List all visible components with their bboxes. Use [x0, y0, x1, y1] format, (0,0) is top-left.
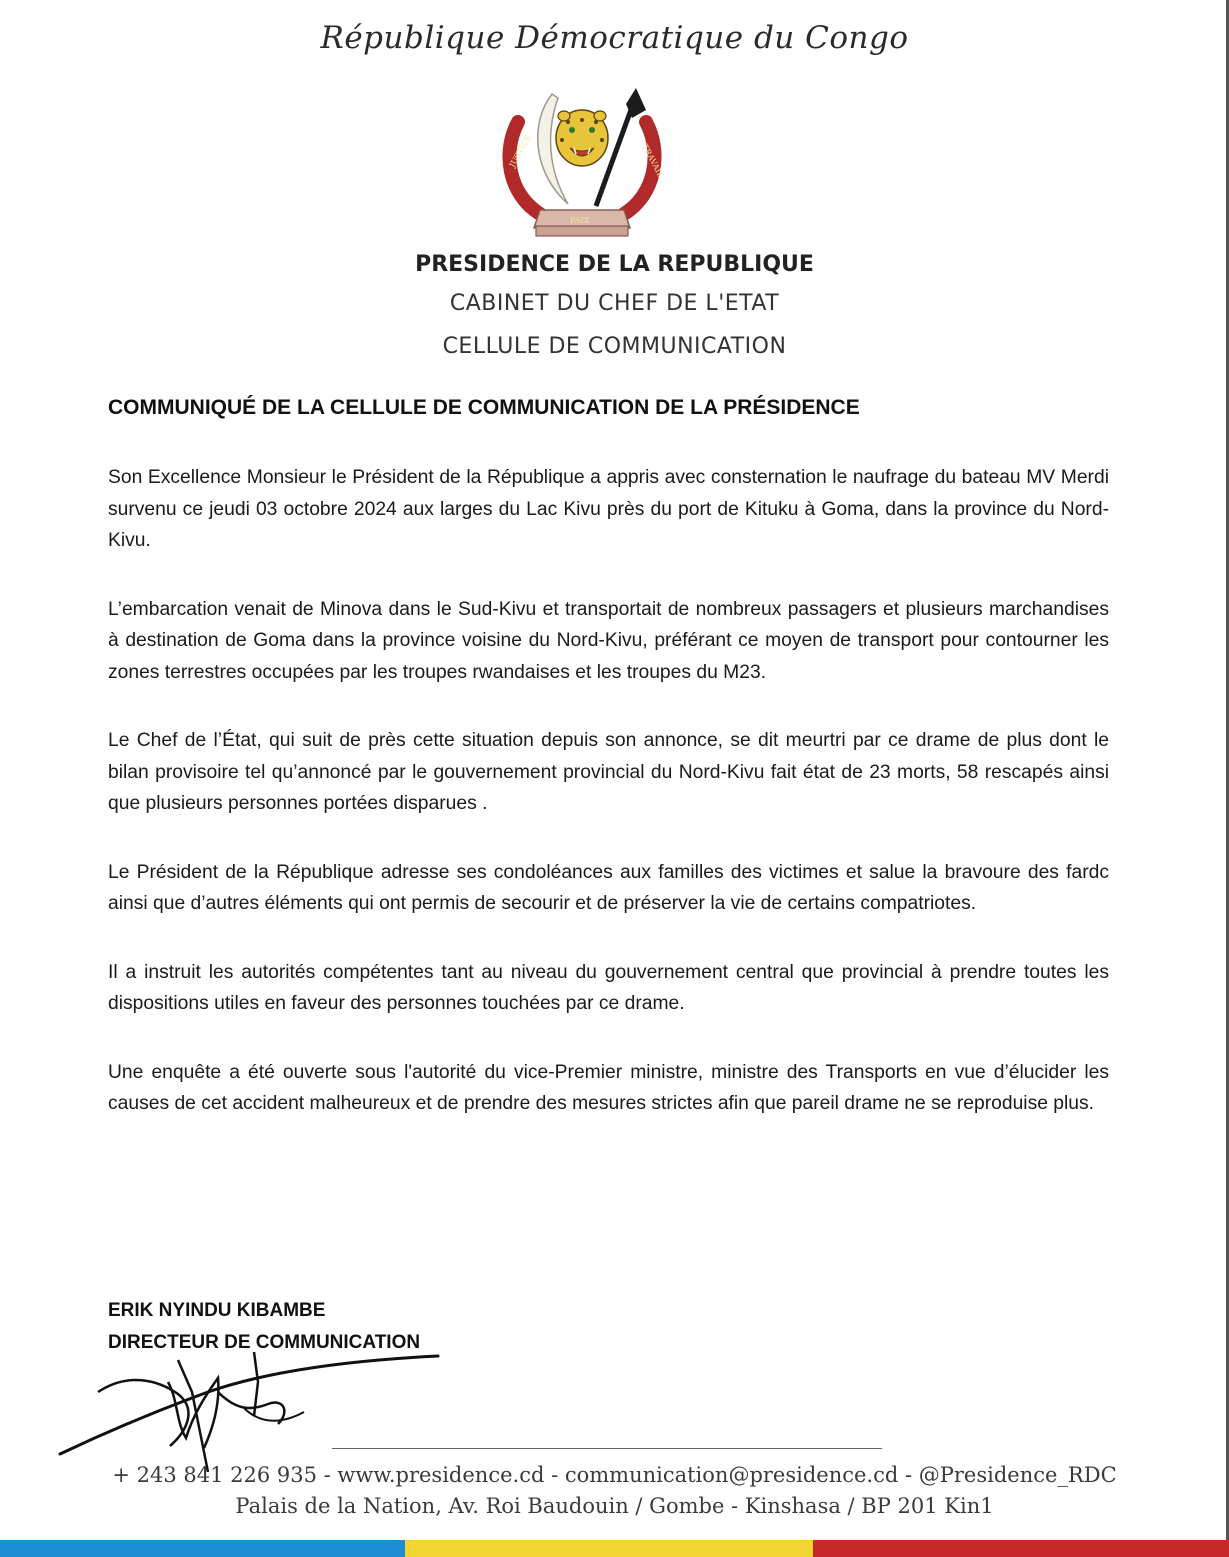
institution-heading: PRESIDENCE DE LA REPUBLIQUE [415, 252, 814, 277]
paragraph: Il a instruit les autorités compétentes tant au niveau du gouvernement central que provincial à prendre toutes les dispositions utiles en faveur des personnes touchées par ce drame. [108, 961, 1109, 1014]
handwritten-signature [58, 1352, 458, 1472]
paragraph: Le Chef de l’État, qui suit de près cette situation depuis son annonce, se dit meurtri par ce drame de plus dont le bilan provisoire tel qu’annoncé par le gouvernement provincial du Nord-Kivu fait état de 23 morts, 58 rescapés ainsi que plusieurs personnes portées disparues . [108, 730, 1109, 814]
motto-bottom: PAIX [570, 216, 590, 225]
country-name: République Démocratique du Congo [320, 20, 909, 56]
footer-contact: + 243 841 226 935 - www.presidence.cd - communication@presidence.cd - @Presidence_RDC [112, 1463, 1117, 1487]
document-title: COMMUNIQUÉ DE LA CELLULE DE COMMUNICATION DE LA PRÉSIDENCE [108, 396, 860, 419]
motto-right: TRAVAIL [640, 142, 666, 179]
paragraph: Le Président de la République adresse ses condoléances aux familles des victimes et salue la bravoure des fardc ainsi que d’autres éléments qui ont permis de secourir et de préserver la vie de certains compatriotes. [108, 861, 1109, 914]
coat-of-arms-emblem [496, 82, 668, 250]
signatory-name: ERIK NYINDU KIBAMBE [108, 1300, 326, 1321]
flag-band-blue [0, 1540, 405, 1557]
signatory-title: DIRECTEUR DE COMMUNICATION [108, 1332, 421, 1353]
motto-left: JUSTICE [507, 133, 533, 169]
paragraph: L’embarcation venait de Minova dans le Sud-Kivu et transportait de nombreux passagers et plusieurs marchandises à destination de Goma dans la province voisine du Nord-Kivu, préférant ce moyen de transport pour contourner les zones terrestres occupées par les troupes rwandaises et les troupes du M23. [108, 598, 1109, 683]
signature-block [108, 1295, 420, 1359]
cell-heading: CELLULE DE COMMUNICATION [442, 334, 787, 359]
paragraph: Son Excellence Monsieur le Président de la République a appris avec consternation le naufrage du bateau MV Merdi survenu ce jeudi 03 octobre 2024 aux larges du Lac Kivu près du port de Kituku à Goma, dans la province du Nord-Kivu. [108, 467, 1109, 551]
communique-body [108, 462, 1109, 1157]
flag-band-red [813, 1540, 1229, 1557]
paragraph: Une enquête a été ouverte sous l'autorité du vice-Premier ministre, ministre des Transports en vue d’élucider les causes de cet accident malheureux et de prendre des mesures strictes afin que pareil drame ne se reproduise plus. [108, 1061, 1109, 1114]
cabinet-heading: CABINET DU CHEF DE L'ETAT [449, 291, 780, 316]
footer-address: Palais de la Nation, Av. Roi Baudouin / Gombe - Kinshasa / BP 201 Kin1 [235, 1494, 994, 1518]
flag-band-yellow [405, 1540, 813, 1557]
footer-divider [332, 1448, 882, 1449]
